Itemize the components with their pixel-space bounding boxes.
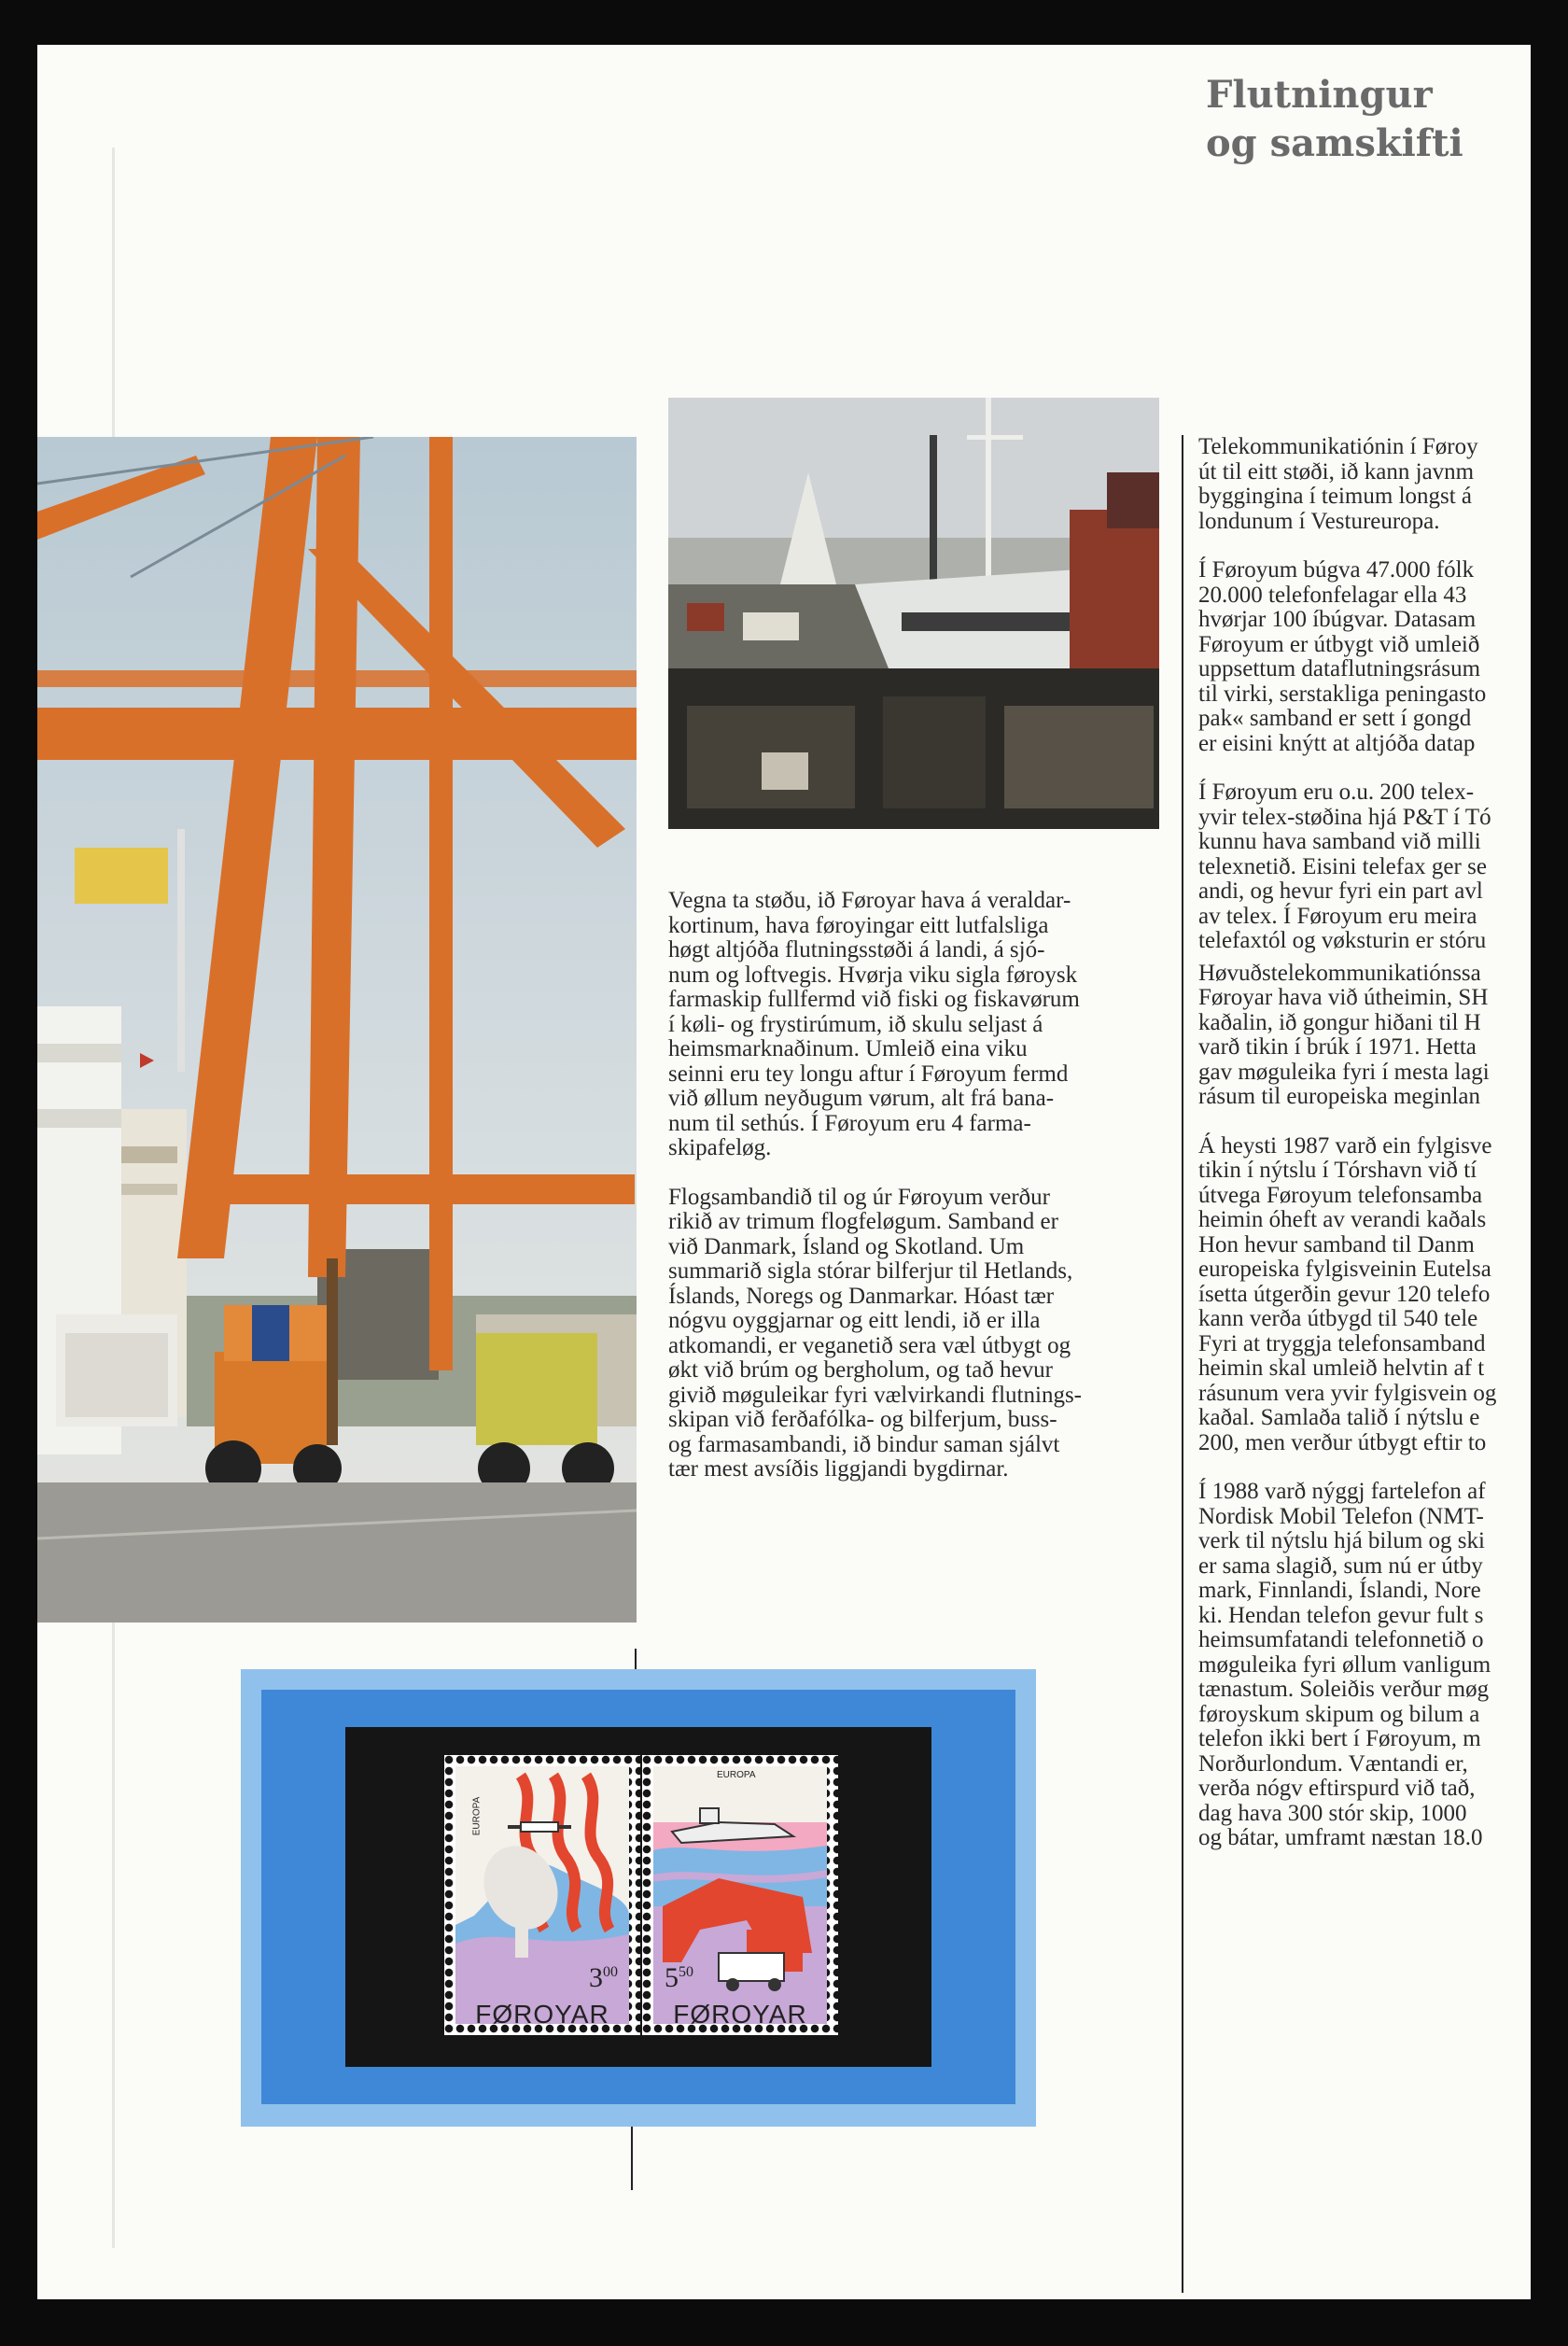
- paragraph-phone-users: [1198, 558, 1531, 756]
- stamp-value: [665, 1962, 693, 1994]
- text-line: uppsettum dataflutningsrásum: [1198, 656, 1481, 681]
- text-line: summarið sigla stórar bilferjur til Hetlands,: [668, 1258, 1073, 1284]
- paragraph-telecom: [1198, 435, 1531, 534]
- stamp-value-main: 5: [665, 1962, 679, 1993]
- text-line: rikið av trimum flogfeløgum. Samband er: [668, 1209, 1058, 1234]
- text-line: skipafeløg.: [668, 1135, 772, 1160]
- paragraph-telex: [1198, 780, 1531, 954]
- text-line: farmaskip fullfermd við fiski og fiskavørum: [668, 987, 1080, 1012]
- text-line: av telex. Í Føroyum eru meira: [1198, 903, 1477, 929]
- catalog-page: [37, 45, 1531, 2299]
- text-line: skipan við ferðafólka- og bilferjum, buss-: [668, 1407, 1057, 1432]
- stamp-series: EUROPA: [471, 1796, 483, 1836]
- text-line: telefon ikki bert í Føroyum, m: [1198, 1726, 1481, 1751]
- text-line: givið møguleikar fyri vælvirkandi flutnings-: [668, 1382, 1082, 1408]
- paragraph-shipping: [668, 889, 1191, 1161]
- text-line: telexnetið. Eisini telefax ger se: [1198, 853, 1487, 879]
- text-line: og farmasambandi, ið bindur saman sjálvt: [668, 1431, 1060, 1457]
- text-line: føroyskum skipum og bilum a: [1198, 1701, 1480, 1727]
- text-line: økt við brúm og bergholum, og tað hevur: [668, 1357, 1053, 1383]
- stamp-country: FØROYAR: [673, 2000, 807, 2029]
- text-line: út til eitt støði, ið kann javnm: [1198, 458, 1475, 485]
- text-line: verða nógv eftirspurd við tað,: [1198, 1776, 1476, 1801]
- text-line: nógvu oyggjarnar og eitt lendi, ið er illa: [668, 1308, 1041, 1333]
- paragraph-satellite: [1198, 1134, 1531, 1456]
- text-line: kaðal. Samlaða talið í nýtslu e: [1198, 1405, 1480, 1430]
- text-line: høgt altjóða flutningsstøði á landi, á sjó-: [668, 937, 1045, 962]
- text-line: ki. Hendan telefon gevur fult s: [1198, 1602, 1484, 1628]
- right-column-rule: [1182, 435, 1183, 2293]
- paragraph-mobile: [1198, 1480, 1531, 1851]
- text-line: seinni eru tey longu aftur í Føroyum fermd: [668, 1061, 1069, 1087]
- text-line: telefaxtól og vøksturin er stóru: [1198, 928, 1487, 953]
- title-line-1: Flutningur: [1206, 73, 1433, 117]
- text-line: gav møguleika fyri í mesta lagi: [1198, 1059, 1490, 1085]
- text-line: hvørjar 100 íbúgvar. Datasam: [1198, 607, 1477, 632]
- stamp-satellite: [444, 1755, 640, 2035]
- text-line: við øllum neyðugum vørum, alt frá bana-: [668, 1086, 1055, 1111]
- stamp-series: EUROPA: [717, 1770, 756, 1780]
- text-line: Føroyar hava við útheimin, SH: [1198, 985, 1489, 1010]
- middle-column: [668, 889, 1191, 1507]
- page-title: [1206, 71, 1463, 168]
- stamp-mount: [345, 1727, 931, 2067]
- text-line: Føroyum er útbygt við umleið: [1198, 631, 1480, 657]
- text-line: er eisini knýtt at altjóða datap: [1198, 730, 1476, 756]
- text-line: Á heysti 1987 varð ein fylgisve: [1198, 1132, 1492, 1159]
- text-line: rásum til europeiska meginlan: [1198, 1084, 1481, 1109]
- text-line: dag hava 300 stór skip, 1000: [1198, 1800, 1467, 1826]
- stamp-value-main: 3: [589, 1962, 603, 1993]
- text-line: Norðurlondum. Væntandi er,: [1198, 1750, 1468, 1777]
- text-line: num til sethús. Í Føroyum eru 4 farma-: [668, 1110, 1031, 1136]
- text-line: londunum í Vestureuropa.: [1198, 508, 1440, 534]
- text-line: verk til nýtslu hjá bilum og ski: [1198, 1528, 1485, 1553]
- text-line: tær mest avsíðis liggjandi bygdirnar.: [668, 1456, 1009, 1482]
- text-line: Í Føroyum búgva 47.000 fólk: [1198, 557, 1475, 583]
- text-line: mark, Finnlandi, Íslandi, Nore: [1198, 1578, 1481, 1603]
- text-line: byggingina í teimum longst á: [1198, 484, 1473, 509]
- text-line: og bátar, umframt næstan 18.0: [1198, 1825, 1483, 1850]
- text-line: Í 1988 varð nýggj fartelefon af: [1198, 1479, 1486, 1504]
- text-line: Nordisk Mobil Telefon (NMT-: [1198, 1503, 1484, 1529]
- text-line: Fyri at tryggja telefonsamband: [1198, 1330, 1486, 1356]
- paragraph-cable: [1198, 962, 1531, 1110]
- text-line: 200, men verður útbygt eftir to: [1198, 1429, 1487, 1455]
- text-line: heimin óheft av verandi kaðals: [1198, 1207, 1487, 1232]
- harbour-photo: [668, 398, 1159, 829]
- right-column: [1198, 435, 1531, 1875]
- text-line: kortinum, hava føroyingar eitt lutfalsliga: [668, 912, 1049, 938]
- text-line: við Danmark, Ísland og Skotland. Um: [668, 1233, 1025, 1259]
- text-line: ísetta útgerðin gevur 120 telefo: [1198, 1281, 1491, 1307]
- text-line: er sama slagið, sum nú er útby: [1198, 1552, 1483, 1579]
- text-line: tænastum. Soleiðis verður møg: [1198, 1677, 1490, 1702]
- text-line: Í Føroyum eru o.u. 200 telex-: [1198, 780, 1475, 805]
- text-line: rásunum vera yvir fylgisvein og: [1198, 1380, 1497, 1406]
- title-line-2: og samskifti: [1206, 121, 1463, 165]
- text-line: heimin skal umleið helvtin af t: [1198, 1356, 1485, 1381]
- stamp-value: [589, 1962, 618, 1994]
- stamp-value-cents: 00: [603, 1964, 618, 1980]
- stamp-card: [241, 1669, 1036, 2127]
- text-line: til virki, serstakliga peningasto: [1198, 681, 1487, 707]
- stamp-value-cents: 50: [679, 1964, 693, 1980]
- text-line: Høvuðstelekommunikatiónssa: [1198, 960, 1481, 986]
- text-line: Telekommunikatiónin í Føroy: [1198, 435, 1478, 459]
- text-line: kann verða útbygd til 540 tele: [1198, 1306, 1478, 1331]
- stamp-ships: [642, 1755, 838, 2035]
- text-line: yvir telex-støðina hjá P&T í Tó: [1198, 804, 1491, 830]
- text-line: pak« samband er sett í gongd: [1198, 706, 1472, 731]
- text-line: útvega Føroyum telefonsamba: [1198, 1182, 1483, 1208]
- text-line: Vegna ta støðu, ið Føroyar hava á veraldar-: [668, 888, 1071, 913]
- text-line: Íslands, Noregs og Danmarkar. Hóast tær: [668, 1283, 1055, 1309]
- text-line: tikin í nýtslu í Tórshavn við tí: [1198, 1158, 1477, 1183]
- text-line: kunnu hava samband við milli: [1198, 829, 1481, 854]
- text-line: heimsumfatandi telefonnetið o: [1198, 1627, 1484, 1652]
- text-line: í køli- og frystirúmum, ið skulu seljast á: [668, 1011, 1043, 1037]
- text-line: kaðalin, ið gongur hiðani til H: [1198, 1009, 1481, 1035]
- text-line: varð tikin í brúk í 1971. Hetta: [1198, 1034, 1477, 1060]
- guide-line-bottom: [631, 2127, 633, 2190]
- text-line: møguleika fyri øllum vanligum: [1198, 1651, 1491, 1678]
- text-line: Hon hevur samband til Danm: [1198, 1231, 1475, 1257]
- text-line: 20.000 telefonfelagar ella 43: [1198, 582, 1467, 608]
- text-line: num og loftvegis. Hvørja viku sigla føroysk: [668, 962, 1078, 988]
- stamp-country: FØROYAR: [475, 2000, 609, 2029]
- paragraph-transport: [668, 1186, 1191, 1482]
- text-line: europeiska fylgisveinin Eutelsa: [1198, 1257, 1491, 1282]
- text-line: atkomandi, er veganetið sera væl útbygt og: [668, 1332, 1071, 1358]
- text-line: heimsmarknaðinum. Umleið eina viku: [668, 1036, 1028, 1061]
- text-line: Flogsambandið til og úr Føroyum verður: [668, 1184, 1050, 1210]
- text-line: andi, og hevur fyri ein part avl: [1198, 878, 1483, 904]
- crane-photo: [37, 437, 637, 1623]
- stamp-card-inner: [261, 1690, 1015, 2104]
